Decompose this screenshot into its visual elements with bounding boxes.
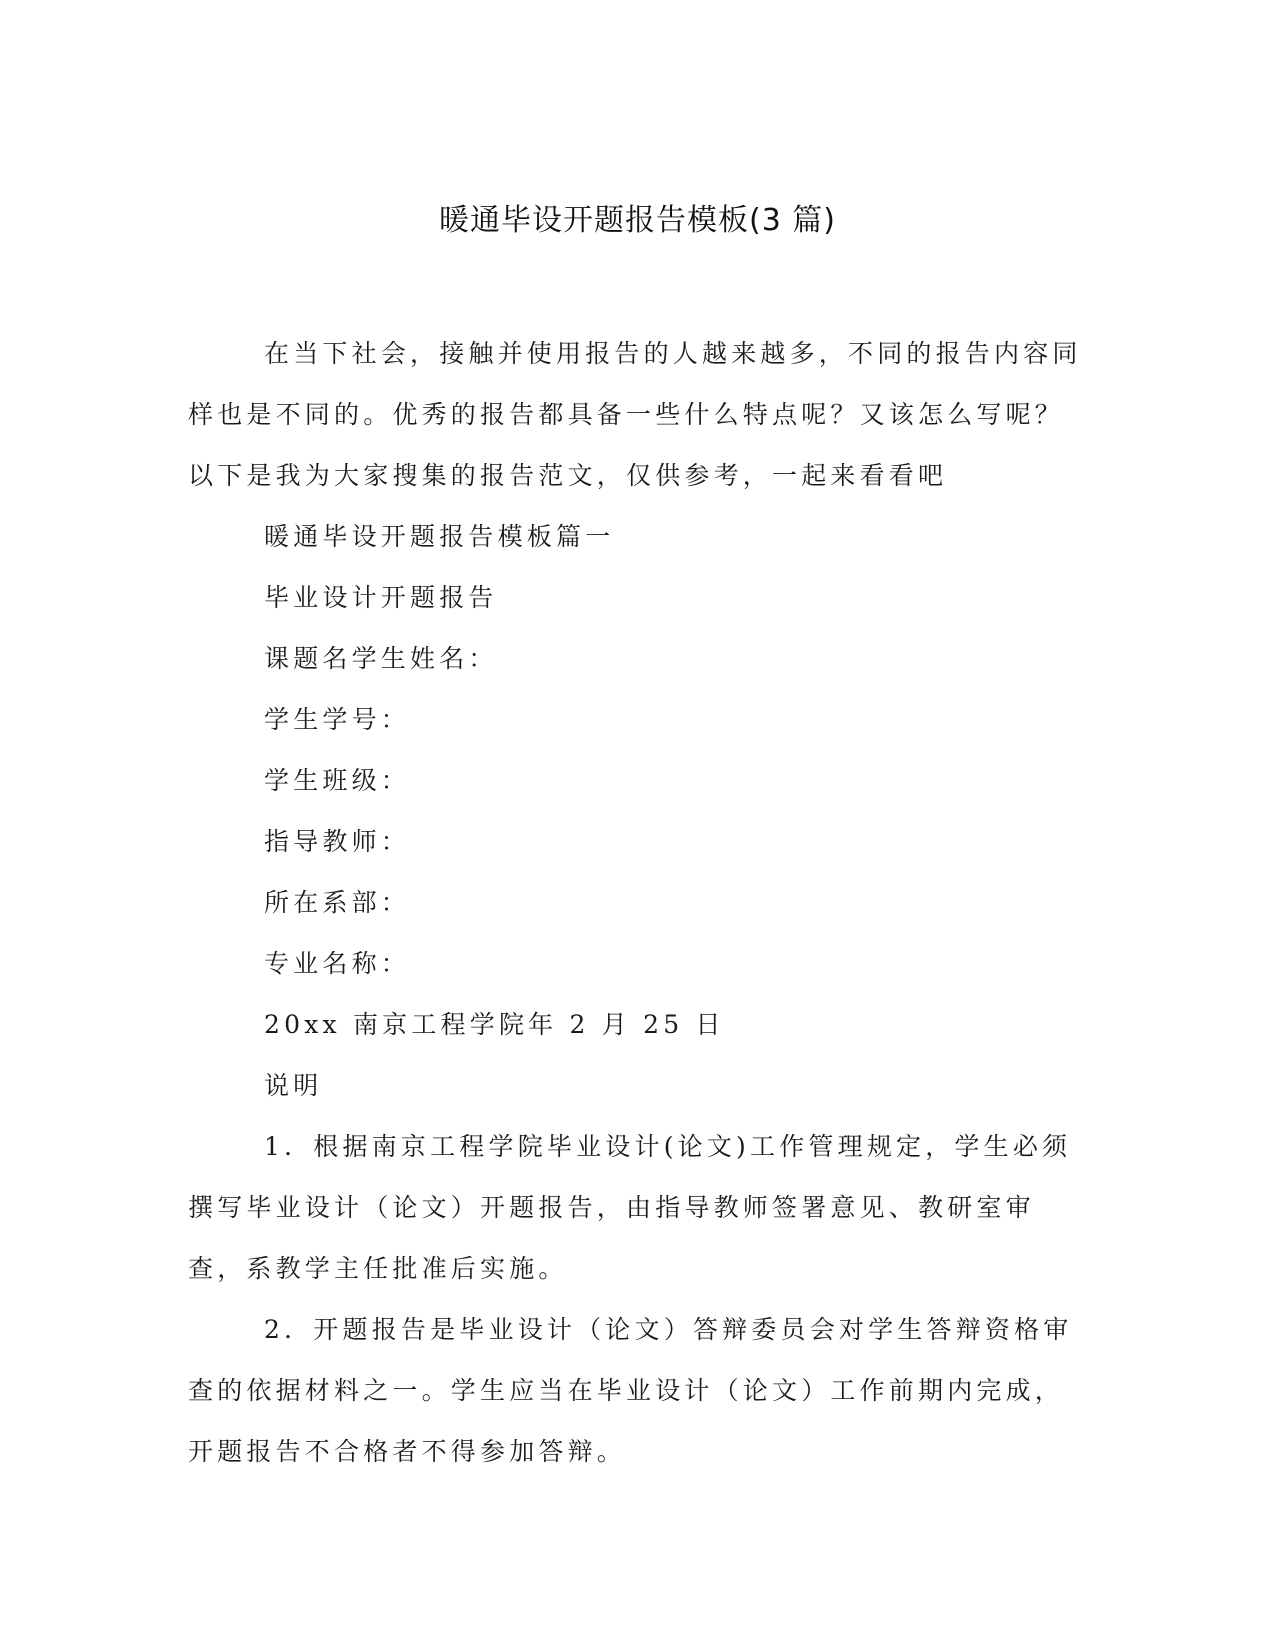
report-heading: 毕业设计开题报告	[264, 583, 498, 612]
date-line: 20xx 南京工程学院年 2 月 25 日	[264, 1010, 725, 1039]
document-title: 暖通毕设开题报告模板(3 篇)	[438, 203, 837, 238]
notes-heading: 说明	[264, 1071, 323, 1100]
field-topic-student-name: 课题名学生姓名：	[264, 644, 498, 673]
field-student-class: 学生班级：	[264, 766, 411, 795]
note-item-2: 2．开题报告是毕业设计（论文）答辩委员会对学生答辩资格审查的依据材料之一。学生应当在毕业设计（论文）工作前期内完成，开题报告不合格者不得参加答辩。	[188, 1315, 1073, 1466]
document-body	[188, 323, 1088, 1482]
field-major: 专业名称：	[264, 949, 411, 978]
field-student-id: 学生学号：	[264, 705, 411, 734]
section-heading: 暖通毕设开题报告模板篇一	[264, 522, 615, 551]
field-advisor: 指导教师：	[264, 827, 411, 856]
field-department: 所在系部：	[264, 888, 411, 917]
intro-paragraph: 在当下社会，接触并使用报告的人越来越多，不同的报告内容同样也是不同的。优秀的报告都具备一些什么特点呢？又该怎么写呢？以下是我为大家搜集的报告范文，仅供参考，一起来看看吧	[188, 339, 1082, 490]
note-item-1: 1．根据南京工程学院毕业设计(论文)工作管理规定，学生必须撰写毕业设计（论文）开题报告，由指导教师签署意见、教研室审查，系教学主任批准后实施。	[188, 1132, 1072, 1283]
